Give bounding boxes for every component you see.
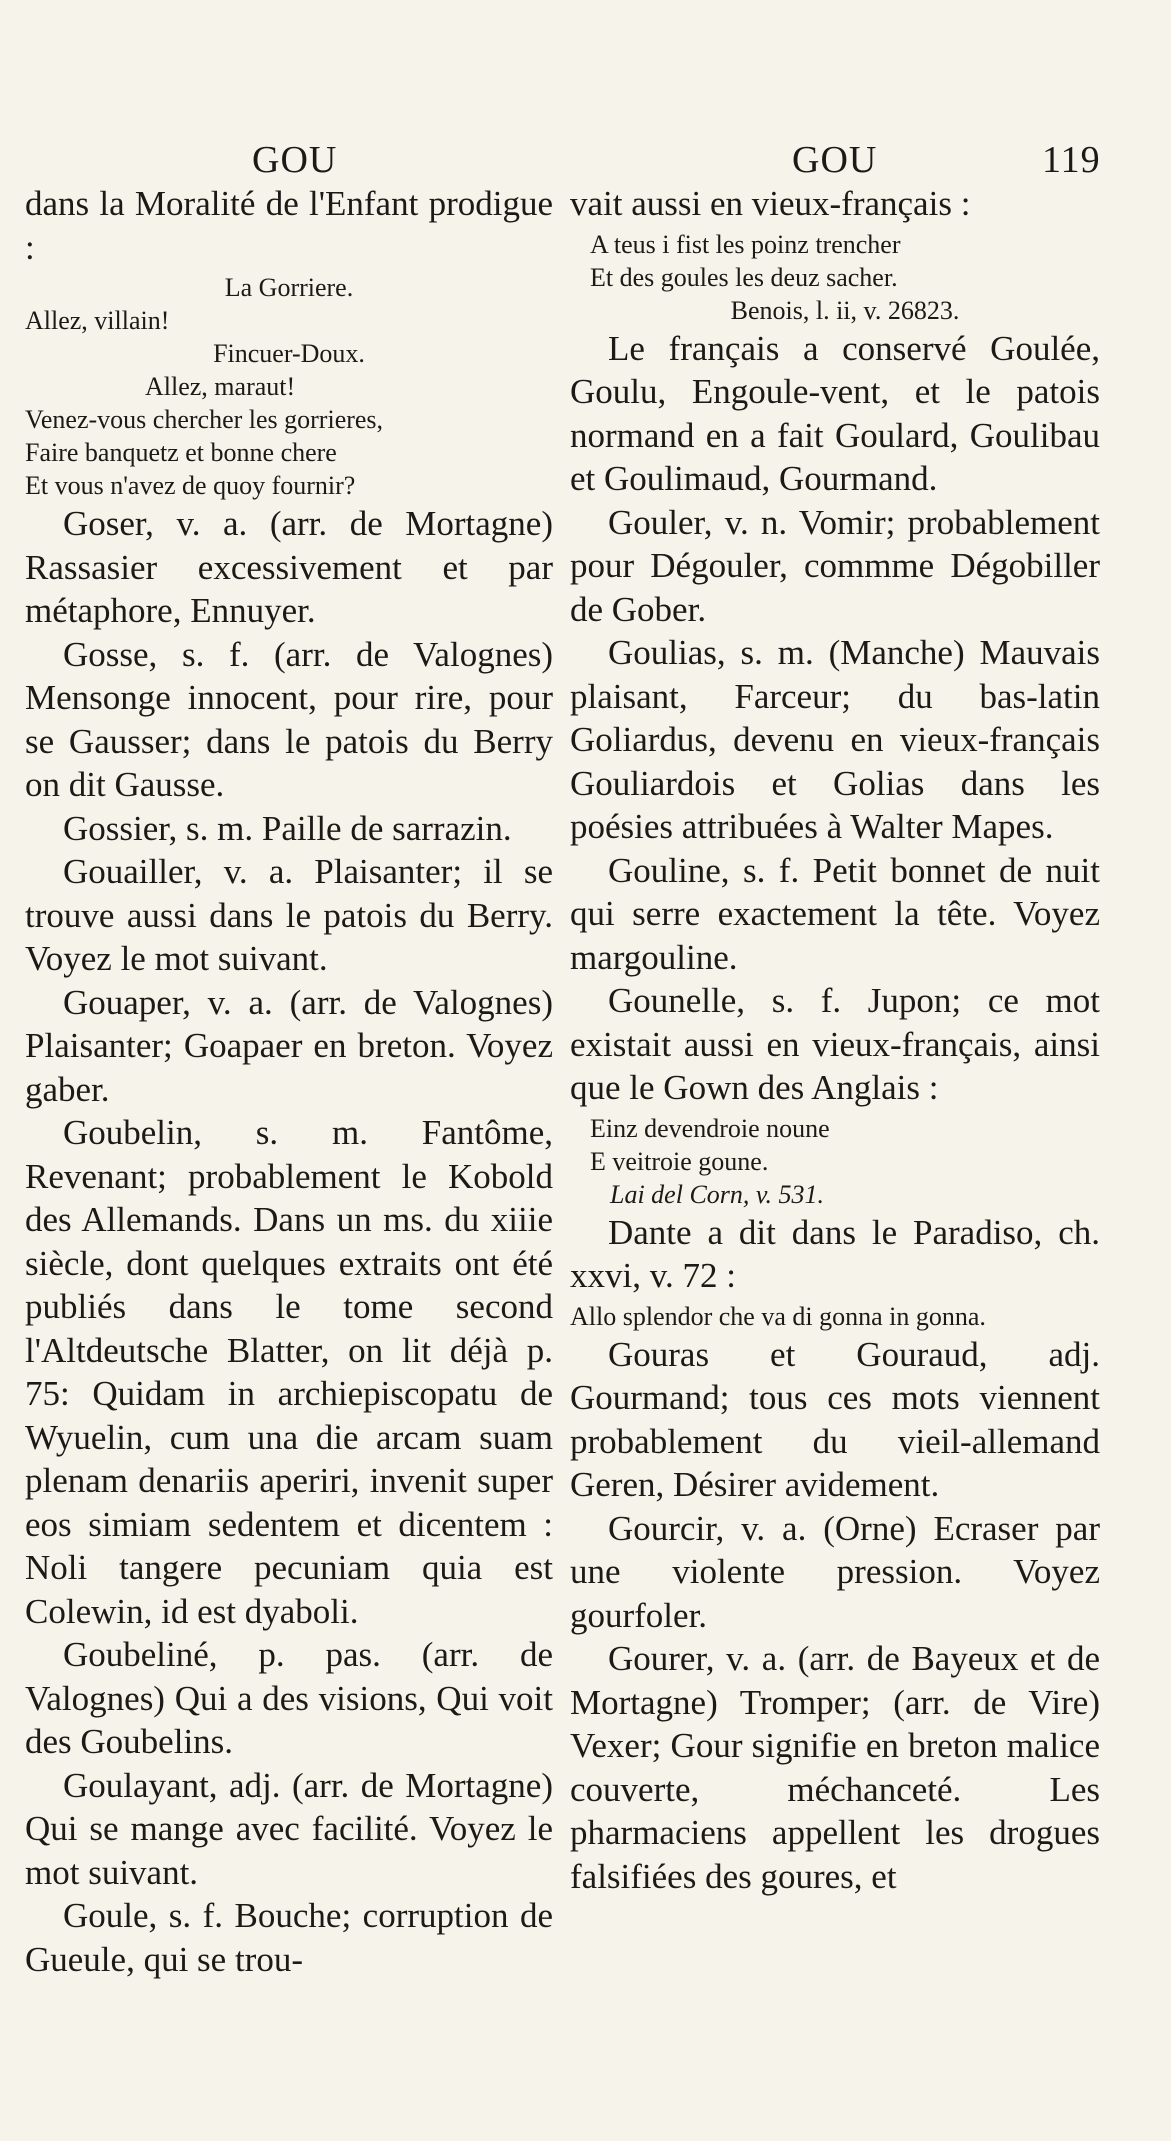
dictionary-entry: Gouras et Gouraud, adj. Gourmand; tous ces mots viennent probablement du vieil-allemand Geren, Désirer avidement. xyxy=(570,1334,1100,1504)
page-number: 119 xyxy=(1042,139,1101,181)
verse-line: Faire banquetz et bonne chere xyxy=(25,438,337,467)
paragraph: vait aussi en vieux-français : xyxy=(570,184,971,223)
dictionary-entry: Gosse, s. f. (arr. de Valognes) Mensonge innocent, pour rire, pour se Gausser; dans le patois du Berry on dit Gausse. xyxy=(25,634,553,804)
verse-block xyxy=(25,271,553,502)
dictionary-entry: Gouailler, v. a. Plaisanter; il se trouve aussi dans le patois du Berry. Voyez le mot suivant. xyxy=(25,852,553,978)
verse-block xyxy=(570,228,1100,327)
dictionary-entry: Gouaper, v. a. (arr. de Valognes) Plaisanter; Goapaer en breton. Voyez gaber. xyxy=(25,982,553,1109)
verse-line: A teus i fist les poinz trencher xyxy=(590,229,901,259)
citation: Lai del Corn, v. 531. xyxy=(610,1179,825,1209)
dictionary-entry: Gouler, v. n. Vomir; probablement pour Dégouler, commme Dégobiller de Gober. xyxy=(570,502,1100,629)
paragraph: dans la Moralité de l'Enfant prodigue : xyxy=(25,184,553,267)
dictionary-entry: Gouline, s. f. Petit bonnet de nuit qui serre exactement la tête. Voyez margouline. xyxy=(570,850,1100,977)
right-running-head: GOU xyxy=(792,139,878,181)
speaker: Fincuer-Doux. xyxy=(213,339,365,368)
citation: Benois, l. ii, v. 26823. xyxy=(730,295,960,325)
right-column xyxy=(570,182,1100,1898)
dictionary-entry: Goubelin, s. m. Fantôme, Revenant; probablement le Kobold des Allemands. Dans un ms. du xiiie siècle, dont quelques extraits ont été publiés dans le tome second l'Altdeutsche Blatter, on lit déjà p. 75: Quidam in archiepiscopatu de Wyuelin, cum una die arcam suam plenam denariis aperiri, invenit super eos simiam sedentem et dicentem : Noli tangere pecuniam quia est Colewin, id est dyaboli. xyxy=(25,1113,553,1631)
verse-block xyxy=(570,1112,1100,1211)
verse-line: Allo splendor che va di gonna in gonna. xyxy=(570,1301,986,1331)
verse-line: Et des goules les deuz sacher. xyxy=(590,262,898,292)
left-running-head: GOU xyxy=(252,139,338,181)
speaker: La Gorriere. xyxy=(224,273,354,302)
dictionary-entry: Dante a dit dans le Paradiso, ch. xxvi, v. 72 : xyxy=(570,1212,1100,1295)
verse-line: Venez-vous chercher les gorrieres, xyxy=(25,405,384,434)
dictionary-entry: Goule, s. f. Bouche; corruption de Gueule, qui se trou- xyxy=(25,1896,553,1979)
dictionary-entry: Goser, v. a. (arr. de Mortagne) Rassasier excessivement et par métaphore, Ennuyer. xyxy=(25,504,553,630)
dictionary-entry: Gourcir, v. a. (Orne) Ecraser par une violente pression. Voyez gourfoler. xyxy=(570,1508,1100,1635)
dictionary-entry: Goubeliné, p. pas. (arr. de Valognes) Qui a des visions, Qui voit des Goubelins. xyxy=(25,1635,553,1761)
dictionary-entry: Gourer, v. a. (arr. de Bayeux et de Mortagne) Tromper; (arr. de Vire) Vexer; Gour signifie en breton malice couverte, méchanceté. Les pharmaciens appellent les drogues falsifiées des goures, et xyxy=(570,1639,1100,1896)
verse-line: E veitroie goune. xyxy=(590,1146,769,1176)
verse-line: Et vous n'avez de quoy fournir? xyxy=(25,471,356,500)
verse-line: Einz devendroie noune xyxy=(590,1113,830,1143)
dictionary-entry: Le français a conservé Goulée, Goulu, Engoule-vent, et le patois normand en a fait Goulard, Goulibau et Goulimaud, Gourmand. xyxy=(570,328,1100,498)
verse-line: Allez, villain! xyxy=(25,306,170,335)
verse-line: Allez, maraut! xyxy=(145,372,296,401)
verse-block xyxy=(570,1300,1100,1333)
dictionary-entry: Gounelle, s. f. Jupon; ce mot existait aussi en vieux-français, ainsi que le Gown des Anglais : xyxy=(570,981,1100,1107)
dictionary-entry: Gossier, s. m. Paille de sarrazin. xyxy=(63,808,512,848)
dictionary-entry: Goulias, s. m. (Manche) Mauvais plaisant, Farceur; du bas-latin Goliardus, devenu en vieux-français Gouliardois et Golias dans les poésies attribuées à Walter Mapes. xyxy=(570,633,1100,846)
left-column xyxy=(25,182,553,1981)
dictionary-entry: Goulayant, adj. (arr. de Mortagne) Qui se mange avec facilité. Voyez le mot suivant. xyxy=(25,1765,553,1892)
